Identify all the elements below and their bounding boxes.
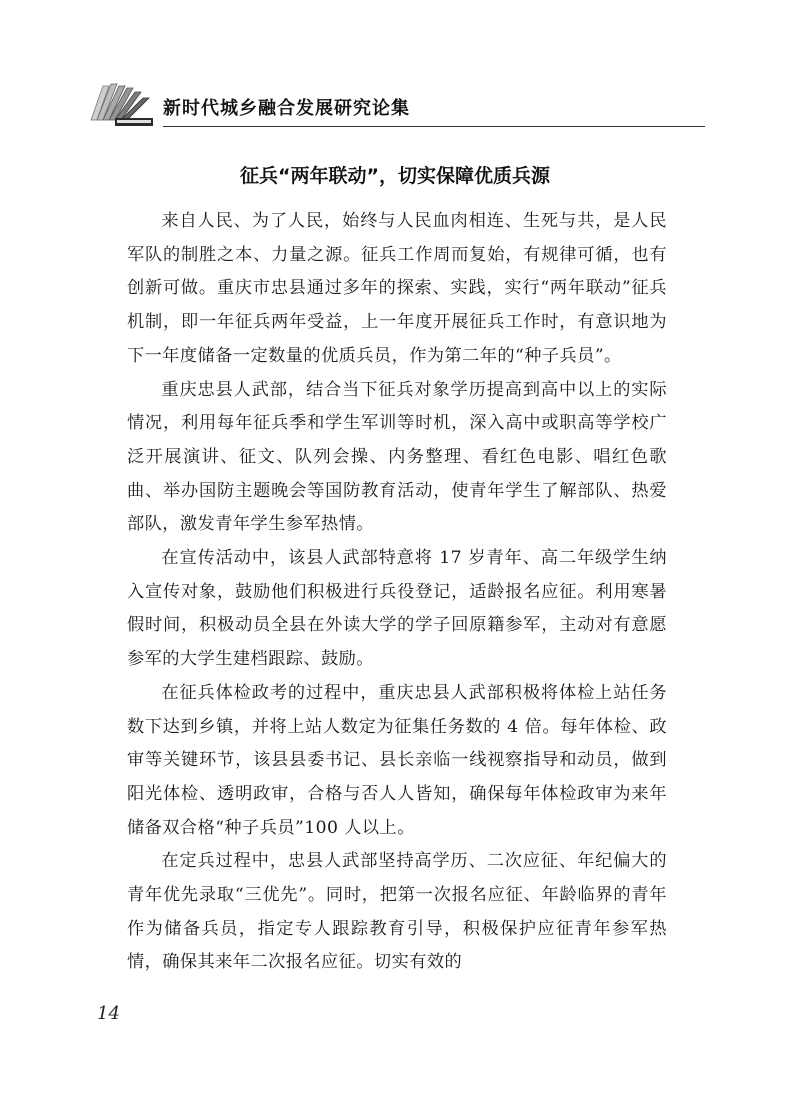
article-body: [127, 205, 667, 980]
paragraph: 来自人民、为了人民，始终与人民血肉相连、生死与共，是人民军队的制胜之本、力量之源。征兵工作周而复始，有规律可循，也有创新可做。重庆市忠县通过多年的探索、实践，实行“两年联动”征兵机制，即一年征兵两年受益，上一年度开展征兵工作时，有意识地为下一年度储备一定数量的优质兵员，作为第二年的“种子兵员”。: [127, 211, 667, 366]
running-header: [85, 80, 705, 130]
series-title: 新时代城乡融合发展研究论集: [163, 98, 410, 119]
paragraph: 重庆忠县人武部，结合当下征兵对象学历提高到高中以上的实际情况，利用每年征兵季和学生军训等时机，深入高中或职高等学校广泛开展演讲、征文、队列会操、内务整理、看红色电影、唱红色歌曲、举办国防主题晚会等国防教育活动，使青年学生了解部队、热爱部队，激发青年学生参军热情。: [127, 379, 667, 535]
paragraph: 在宣传活动中，该县人武部特意将 17 岁青年、高二年级学生纳入宣传对象，鼓励他们积极进行兵役登记，适龄报名应征。利用寒暑假时间，积极动员全县在外读大学的学子回原籍参军，主动对有意愿参军的大学生建档跟踪、鼓励。: [127, 548, 667, 670]
header-rule: [163, 126, 705, 127]
page-number: 14: [97, 1003, 120, 1024]
paragraph: 在定兵过程中，忠县人武部坚持高学历、二次应征、年纪偏大的青年优先录取“三优先”。同时，把第一次报名应征、年龄临界的青年作为储备兵员，指定专人跟踪教育引导，积极保护应征青年参军热情，确保其来年二次报名应征。切实有效的: [127, 851, 667, 973]
paragraph: 在征兵体检政考的过程中，重庆忠县人武部积极将体检上站任务数下达到乡镇，并将上站人数定为征集任务数的 4 倍。每年体检、政审等关键环节，该县县委书记、县长亲临一线视察指导和动员，做到阳光体检、透明政审，合格与否人人皆知，确保每年体检政审为来年储备双合格“种子兵员”100 人以上。: [127, 682, 667, 838]
article-title: 征兵“两年联动”，切实保障优质兵源: [240, 165, 550, 187]
book-stack-icon: [85, 80, 157, 128]
